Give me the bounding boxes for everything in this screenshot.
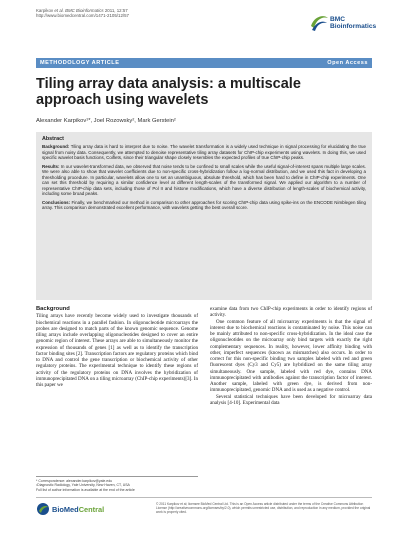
abstract-conclusions-text: Finally, we benchmarked our method in comparison to other approaches for scoring ChIP-chip data using spike-ins on the ENCODE Nimblegen tiling array. This comparison demonstrated excellent performance, with wavelets getting the best overall score. xyxy=(42,199,366,210)
biomed-central-mark-icon xyxy=(36,502,50,516)
body-paragraph: Several statistical techniques have been developed for microarray data analysis [4-10]. Experimental data xyxy=(210,393,372,406)
citation-authors: Karpikov xyxy=(36,8,55,13)
logo-line1: BMC xyxy=(330,16,346,23)
abstract-background-text: Tiling array data is hard to interpret due to noise. The wavelet transformation is a widely used technique in signal processing for elucidating the true signal from noisy data. Consequently, we attempted to denoise representative tiling array datasets for ChIP-chip experiments using wavelets. In doing this, we used specific wavelet basis functions, Coiflets, since their triangular shape closely resembles the expected profiles of true ChIP-chip peaks. xyxy=(42,144,366,161)
abstract-heading: Abstract xyxy=(42,136,64,142)
abstract-results-label: Results: xyxy=(42,163,60,169)
journal-logo xyxy=(308,10,377,46)
article-type-banner xyxy=(36,58,372,68)
brand-main: BioMed xyxy=(52,504,79,514)
abstract-background xyxy=(42,144,366,160)
bmc-swoosh-icon xyxy=(308,12,330,34)
abstract-background-label: Background: xyxy=(42,144,70,150)
abstract-results xyxy=(42,164,366,197)
abstract-conclusions xyxy=(42,200,366,211)
author-info-note: Full list of author information is available at the end of the article xyxy=(36,487,135,492)
running-head-url[interactable]: http://www.biomedcentral.com/1471-2105/12/57 xyxy=(36,13,129,19)
affiliation-note: ¹Diagnostic Radiology, Yale University, New Haven, CT, USA xyxy=(36,483,130,488)
article-type: METHODOLOGY ARTICLE xyxy=(40,60,120,66)
journal-logo-text xyxy=(330,16,376,30)
citation-etal: et al. xyxy=(54,8,64,13)
footnotes xyxy=(36,476,198,492)
body-paragraph: Tiling arrays have recently become widely used to investigate thousands of biochemical reactions in a parallel fashion. In oligonucleotide microarrays the probes are designed to match parts of the known genomic sequence. Genome tiling arrays include overlapping oligonucleotides designed to cover an entire genomic region of interest. These arrays are able to simultaneously monitor the expression of thousands of genes [1] as well as to identify the transcription factor binding sites [2]. Transcription factors are regulatory proteins which bind to DNA and control the gene transcription or biochemical activity of other regulatory proteins. The experimental technique to identify these regions of activity of the regulatory proteins on DNA involves the hybridization of immunoprecipitated DNA on a tiling microarray (ChIP-chip experiments)[3]. In this paper we xyxy=(36,313,198,388)
body-column-left xyxy=(36,306,198,388)
biomed-central-logo[interactable] xyxy=(36,502,104,516)
citation-journal: BMC Bioinformatics xyxy=(63,8,104,13)
abstract-conclusions-label: Conclusions: xyxy=(42,199,71,205)
abstract-results-text: In our wavelet-transformed data, we observed that noise tends to be confined to small scales while the useful signal-of-interest spans multiple large scales. We were also able to show that wavelet coefficients due to non-specific cross-hybridization follow a log-normal distribution, and we used this fact in developing a thresholding procedure. In particular, wavelets allow one to set an unambiguous, absolute threshold, which has been hard to define in ChIP-chip experiments. One can set this threshold by requiring a similar confidence level at different length-scales of the transformed signal. We applied our algorithm to a number of representative ChIP-chip data sets, including those of Pol II and histone modifications, which have a diverse distribution of length-scales of biochemical activity, including some broad peaks. xyxy=(42,163,366,197)
page-footer xyxy=(36,497,372,519)
open-access-label: Open Access xyxy=(327,60,368,66)
article-title: Tiling array data analysis: a multiscale approach using wavelets xyxy=(36,76,301,108)
running-head xyxy=(36,8,129,19)
logo-line2: Bioinformatics xyxy=(330,23,377,31)
biomed-central-wordmark xyxy=(52,505,104,514)
author-list: Alexander Karpikov¹*, Joel Rozowsky², Mark Gerstein² xyxy=(36,118,176,124)
correspondence-note[interactable]: * Correspondence: alexander.karpikov@yale.edu xyxy=(36,479,113,483)
body-paragraph: examine data from two ChIP-chip experiments in order to identify regions of activity. xyxy=(210,306,372,319)
section-heading-background: Background xyxy=(36,306,70,312)
abstract-box xyxy=(36,132,372,300)
body-paragraph: One common feature of all microarray experiments is that the signal of interest due to biochemical reactions is contaminated by noise. This noise can be mainly attributed to non-specific cross-hybridization. In the ideal case the oligonucleotides on the microarray only bind targets with exactly the right complementary sequences. In reality, however, lower affinity binding with other, imperfect sequences (known as mismatches) also occurs. In order to correct for this non-specific binding two samples labeled with red and green fluorescent dyes (Cy3 and Cy5) are hybridized on the same tiling array simultaneously. One sample, labeled with red dye, contains DNA immunoprecipitated with antibodies against the transcription factor of interest. Another sample, labeled with green dye, is derived from non-immunoprecipitated, genomic DNA and is used as a negative control. xyxy=(210,318,372,394)
body-column-right xyxy=(210,306,372,406)
brand-accent: Central xyxy=(78,504,105,514)
citation-volume: 2011, 12:57 xyxy=(103,8,128,13)
license-text: © 2011 Karpikov et al; licensee BioMed Central Ltd. This is an Open Access article distributed under the terms of the Creative Commons Attribution License (http://creativecommons.org/licenses/by/2.0), which permits unrestricted use, distribution, and reproduction in any medium, provided the original work is properly cited. xyxy=(156,502,371,514)
